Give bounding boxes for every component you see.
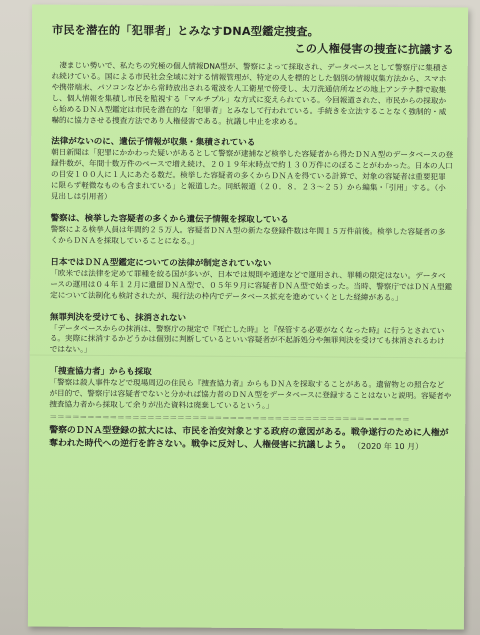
section-5 bbox=[49, 366, 451, 414]
divider-line: ＝＝＝＝＝＝＝＝＝＝＝＝＝＝＝＝＝＝＝＝＝＝＝＝＝＝＝＝＝＝＝＝＝＝＝＝＝＝＝＝＝＝＝＝＝＝＝＝ bbox=[49, 412, 410, 425]
section-body: 朝日新聞は「犯罪にかかわった疑いがあるとして警察が逮捕など検挙した容疑者から得たＤＮＡ型のデータベースの登録件数が、年間十数万件のペースで増え続け、２０１９年末時点で約１３０万件にのぼることがわかった。日本の人口の目安１００人に１人にあたる数だ。検挙した容疑者の多くからＤＮＡを得ている計算で、対象の容疑者は重要犯罪に限らず軽微なものも含まれている」と報道した。同紙報道（２０．８．２３～２５）から編集・「引用」する。（小見出しは引用者） bbox=[50, 148, 454, 202]
section-title: 警察は、検挙した容疑者の多くから遺伝子情報を採取している bbox=[50, 213, 289, 226]
section-title: 法律がないのに、遺伝子情報が収集・集積されている bbox=[51, 137, 256, 149]
section-2 bbox=[50, 213, 452, 250]
leaflet-content bbox=[29, 4, 468, 453]
section-title: 「捜査協力者」からも採取 bbox=[49, 366, 152, 378]
section-1 bbox=[51, 136, 453, 205]
section-body: 警察による検挙人員は年間約２５万人。容疑者ＤＮＡ型の新たな登録件数は年間１５万件前後。検挙した容疑者の多くからＤＮＡを採取していることになる。」 bbox=[50, 224, 446, 246]
section-body: 「警察は殺人事件などで現場周辺の住民ら『捜査協力者』からもＤＮＡを採取することがある。遺留物との照合などが目的で、警察庁は容疑者でないと分かれば協力者のＤＮＡ型をデータベースに登録することはないと説明。容疑者や捜査協力者から採取して余りが出た資料は廃棄しているという。」 bbox=[49, 377, 452, 411]
section-title: 無罪判決を受けても、抹消されない bbox=[49, 312, 187, 324]
date-stamp: （2020 年 10 月） bbox=[352, 441, 424, 452]
section-3 bbox=[50, 256, 452, 304]
closing-statement bbox=[49, 425, 451, 454]
section-body: 「欧米では法律を定めて罪種を絞る国が多いが、日本では規則や通達などで運用され、罪種の限定はない。データベースの運用は０４年１２月に遺留ＤＮＡ型で、０５年９月に容疑者ＤＮＡ型で始まった。当時、警察庁ではＤＮＡ型鑑定について法制化も検討されたが、現行法の枠内でデータベース拡充を進めていくとした経緯がある。」 bbox=[50, 268, 453, 302]
closing-text: 警察のＤＮＡ型登録の拡大には、市民を治安対象とする政府の意図がある。戦争遂行のために人権が奪われた時代への逆行を許さない。戦争に反対し、人権侵害に抗議しよう。 bbox=[49, 425, 449, 451]
section-4 bbox=[50, 311, 452, 359]
section-title: 日本ではＤＮＡ型鑑定についての法律が制定されていない bbox=[50, 257, 272, 269]
headline-line2: この人権侵害の捜査に抗議する bbox=[294, 42, 454, 57]
lead-paragraph: 凄まじい勢いで、私たちの究極の個人情報DNA型が、警察によって採取され、データベースとして警察庁に集積され続けている。国による市民社会全域に対する情報管理が、特定の人を標的とした個別の情報収集方法から、スマホや携帯端末、パソコンなどから常時放出される電波を人工衛星で傍受し、太刀洗通信所などの地上アンテナ群で取集し、個人情報を集積し市民を監視する「マルチプル」な方式に変えられている。今回報道された、市民からの採取から始めるＤＮＡ型鑑定は市民を潜在的な「犯罪者」とみなして行われている。手続きを立法することなく強制的・威嚇的に協力させる捜査方法であり人権侵害である。抗議し中止を求める。 bbox=[51, 60, 449, 126]
headline-line1: 市民を潜在的「犯罪者」とみなすDNA型鑑定捜査。 bbox=[51, 23, 320, 39]
leaflet bbox=[28, 4, 468, 629]
section-body: 「データベースからの抹消は、警察庁の規定で『死亡した時』と『保管する必要がなくなった時』に行うとされている。実際に抹消するかどうかは個別に判断しているといい容疑者が不起訴処分や無罪判決を受けても抹消されるわけではない。」 bbox=[49, 323, 445, 355]
